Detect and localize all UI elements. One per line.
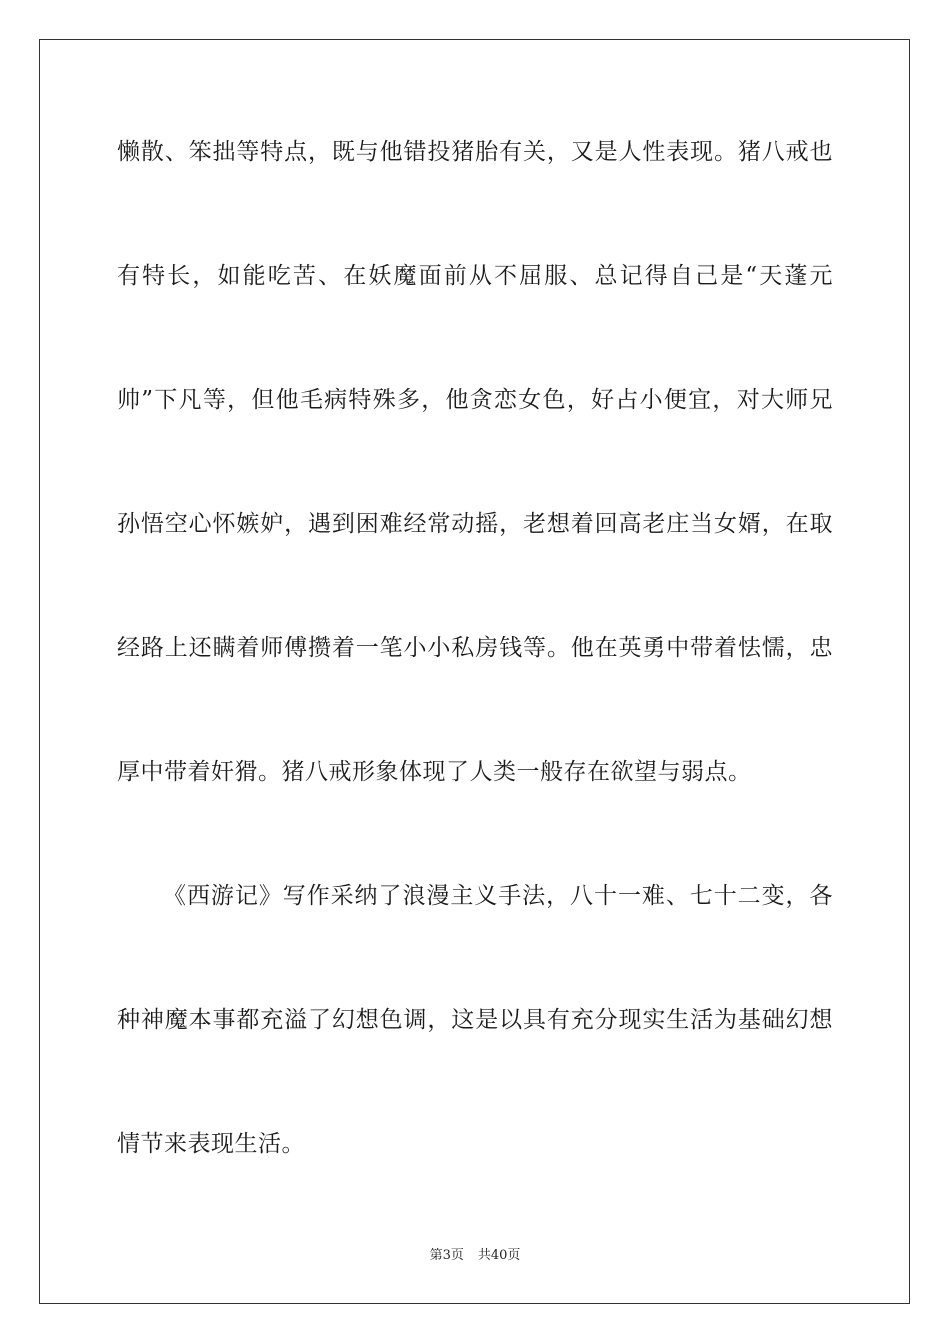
- page-footer: [0, 1247, 950, 1265]
- text-line: 情节来表现生活。: [117, 1131, 305, 1157]
- text-line: 种神魔本事都充溢了幻想色调，这是以具有充分现实生活为基础幻想: [117, 1007, 833, 1033]
- page-total: 共40页: [477, 1248, 521, 1263]
- text-line: 经路上还瞒着师傅攒着一笔小小私房钱等。他在英勇中带着怯懦，忠: [117, 635, 833, 661]
- text-line: 懒散、笨拙等特点，既与他错投猪胎有关，又是人性表现。猪八戒也: [117, 139, 833, 165]
- text-line: 有特长，如能吃苦、在妖魔面前从不屈服、总记得自己是“天蓬元: [117, 263, 833, 289]
- text-line: 孙悟空心怀嫉妒，遇到困难经常动摇，老想着回高老庄当女婿，在取: [117, 511, 833, 537]
- page-frame: [39, 39, 910, 1304]
- paragraph-first-line: 《西游记》写作采纳了浪漫主义手法，八十一难、七十二变，各: [163, 883, 833, 909]
- page-number: 第3页: [429, 1248, 464, 1263]
- text-line: 帅”下凡等，但他毛病特殊多，他贪恋女色，好占小便宜，对大师兄: [117, 387, 833, 413]
- text-line: 厚中带着奸猾。猪八戒形象体现了人类一般存在欲望与弱点。: [117, 759, 752, 785]
